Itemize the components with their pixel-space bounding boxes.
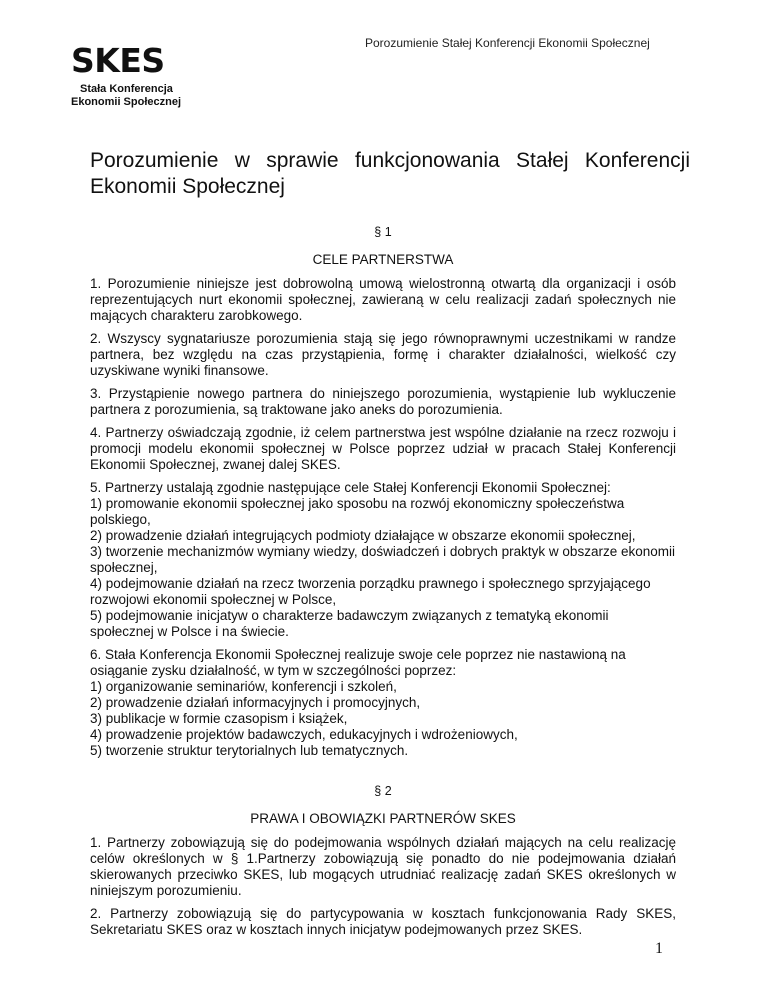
section-1 — [90, 225, 676, 759]
list-item: 1) organizowanie seminariów, konferencji i szkoleń, — [90, 679, 397, 694]
paragraph: 2. Partnerzy zobowiązują się do partycypowania w kosztach funkcjonowania Rady SKES, Sekretariatu SKES oraz w kosztach innych inicjatyw podejmowanych przez SKES. — [90, 906, 676, 937]
paragraph: 1. Porozumienie niniejsze jest dobrowolną umową wielostronną otwartą dla organizacji i osób reprezentujących nurt ekonomii społecznej, zawieraną w celu realizacji zadań społecznych nie mających charakteru zarobkowego. — [90, 276, 676, 323]
list-item: 5) tworzenie struktur terytorialnych lub tematycznych. — [90, 743, 409, 758]
document-body — [90, 225, 676, 945]
section-heading: CELE PARTNERSTWA — [312, 252, 454, 267]
list-item: 4) podejmowanie działań na rzecz tworzenia porządku prawnego i społecznego sprzyjającego rozwojowi ekonomii społecznej w Polsce, — [90, 576, 651, 607]
logo-line-1: Stała Konferencja — [80, 83, 173, 95]
page-number: 1 — [655, 940, 663, 957]
logo-wordmark: SKES — [71, 41, 165, 80]
section-heading: PRAWA I OBOWIĄZKI PARTNERÓW SKES — [250, 811, 516, 826]
paragraph: 3. Przystąpienie nowego partnera do niniejszego porozumienia, wystąpienie lub wykluczenie partnera z porozumienia, są traktowane jako aneks do porozumienia. — [90, 386, 676, 417]
running-header: Porozumienie Stałej Konferencji Ekonomii Społecznej — [365, 36, 650, 50]
paragraph-with-list — [90, 647, 676, 759]
paragraph: 4. Partnerzy oświadczają zgodnie, iż celem partnerstwa jest wspólne działanie na rzecz rozwoju i promocji modelu ekonomii społecznej w Polsce poprzez udział w pracach Stałej Konferencji Ekonomii Społecznej, zwanej dalej SKES. — [90, 425, 676, 472]
paragraph-lead: 6. Stała Konferencja Ekonomii Społecznej realizuje swoje cele poprzez nie nastawioną na osiąganie zysku działalność, w tym w szczególności poprzez: — [90, 647, 626, 678]
list-item: 5) podejmowanie inicjatyw o charakterze badawczym związanych z tematyką ekonomii społecznej w Polsce i na świecie. — [90, 608, 609, 639]
paragraph-with-list — [90, 480, 676, 640]
paragraph-lead: 5. Partnerzy ustalają zgodnie następujące cele Stałej Konferencji Ekonomii Społecznej: — [90, 480, 611, 495]
list-item: 2) prowadzenie działań informacyjnych i promocyjnych, — [90, 695, 421, 710]
section-2 — [90, 784, 676, 938]
paragraph: 1. Partnerzy zobowiązują się do podejmowania wspólnych działań mających na celu realizację celów określonych w § 1.Partnerzy zobowiązują się ponadto do nie podejmowania działań skierowanych przeciwko SKES, lub mogących utrudniać realizację zadań SKES określonych w niniejszym porozumieniu. — [90, 835, 676, 898]
logo-subtitle — [71, 83, 191, 109]
paragraph: 2. Wszyscy sygnatariusze porozumienia stają się jego równoprawnymi uczestnikami w randze partnera, bez względu na czas przystąpienia, formę i charakter działalności, wielkość czy uzyskiwane wyniki finansowe. — [90, 331, 676, 378]
section-spacer — [90, 766, 676, 784]
list-item: 3) tworzenie mechanizmów wymiany wiedzy, doświadczeń i dobrych praktyk w obszarze ekonomii społecznej, — [90, 544, 675, 575]
document-title: Porozumienie w sprawie funkcjonowania Stałej Konferencji Ekonomii Społecznej — [90, 149, 690, 198]
list-item: 4) prowadzenie projektów badawczych, edukacyjnych i wdrożeniowych, — [90, 727, 518, 742]
list-item: 3) publikacje w formie czasopism i książek, — [90, 711, 348, 726]
list-item: 2) prowadzenie działań integrujących podmioty działające w obszarze ekonomii społecznej, — [90, 528, 636, 543]
logo-line-2: Ekonomii Społecznej — [71, 96, 182, 108]
section-number: § 1 — [374, 225, 392, 239]
section-number: § 2 — [374, 784, 392, 798]
skes-logo — [71, 42, 191, 109]
list-item: 1) promowanie ekonomii społecznej jako sposobu na rozwój ekonomiczny społeczeństwa polskiego, — [90, 496, 625, 527]
